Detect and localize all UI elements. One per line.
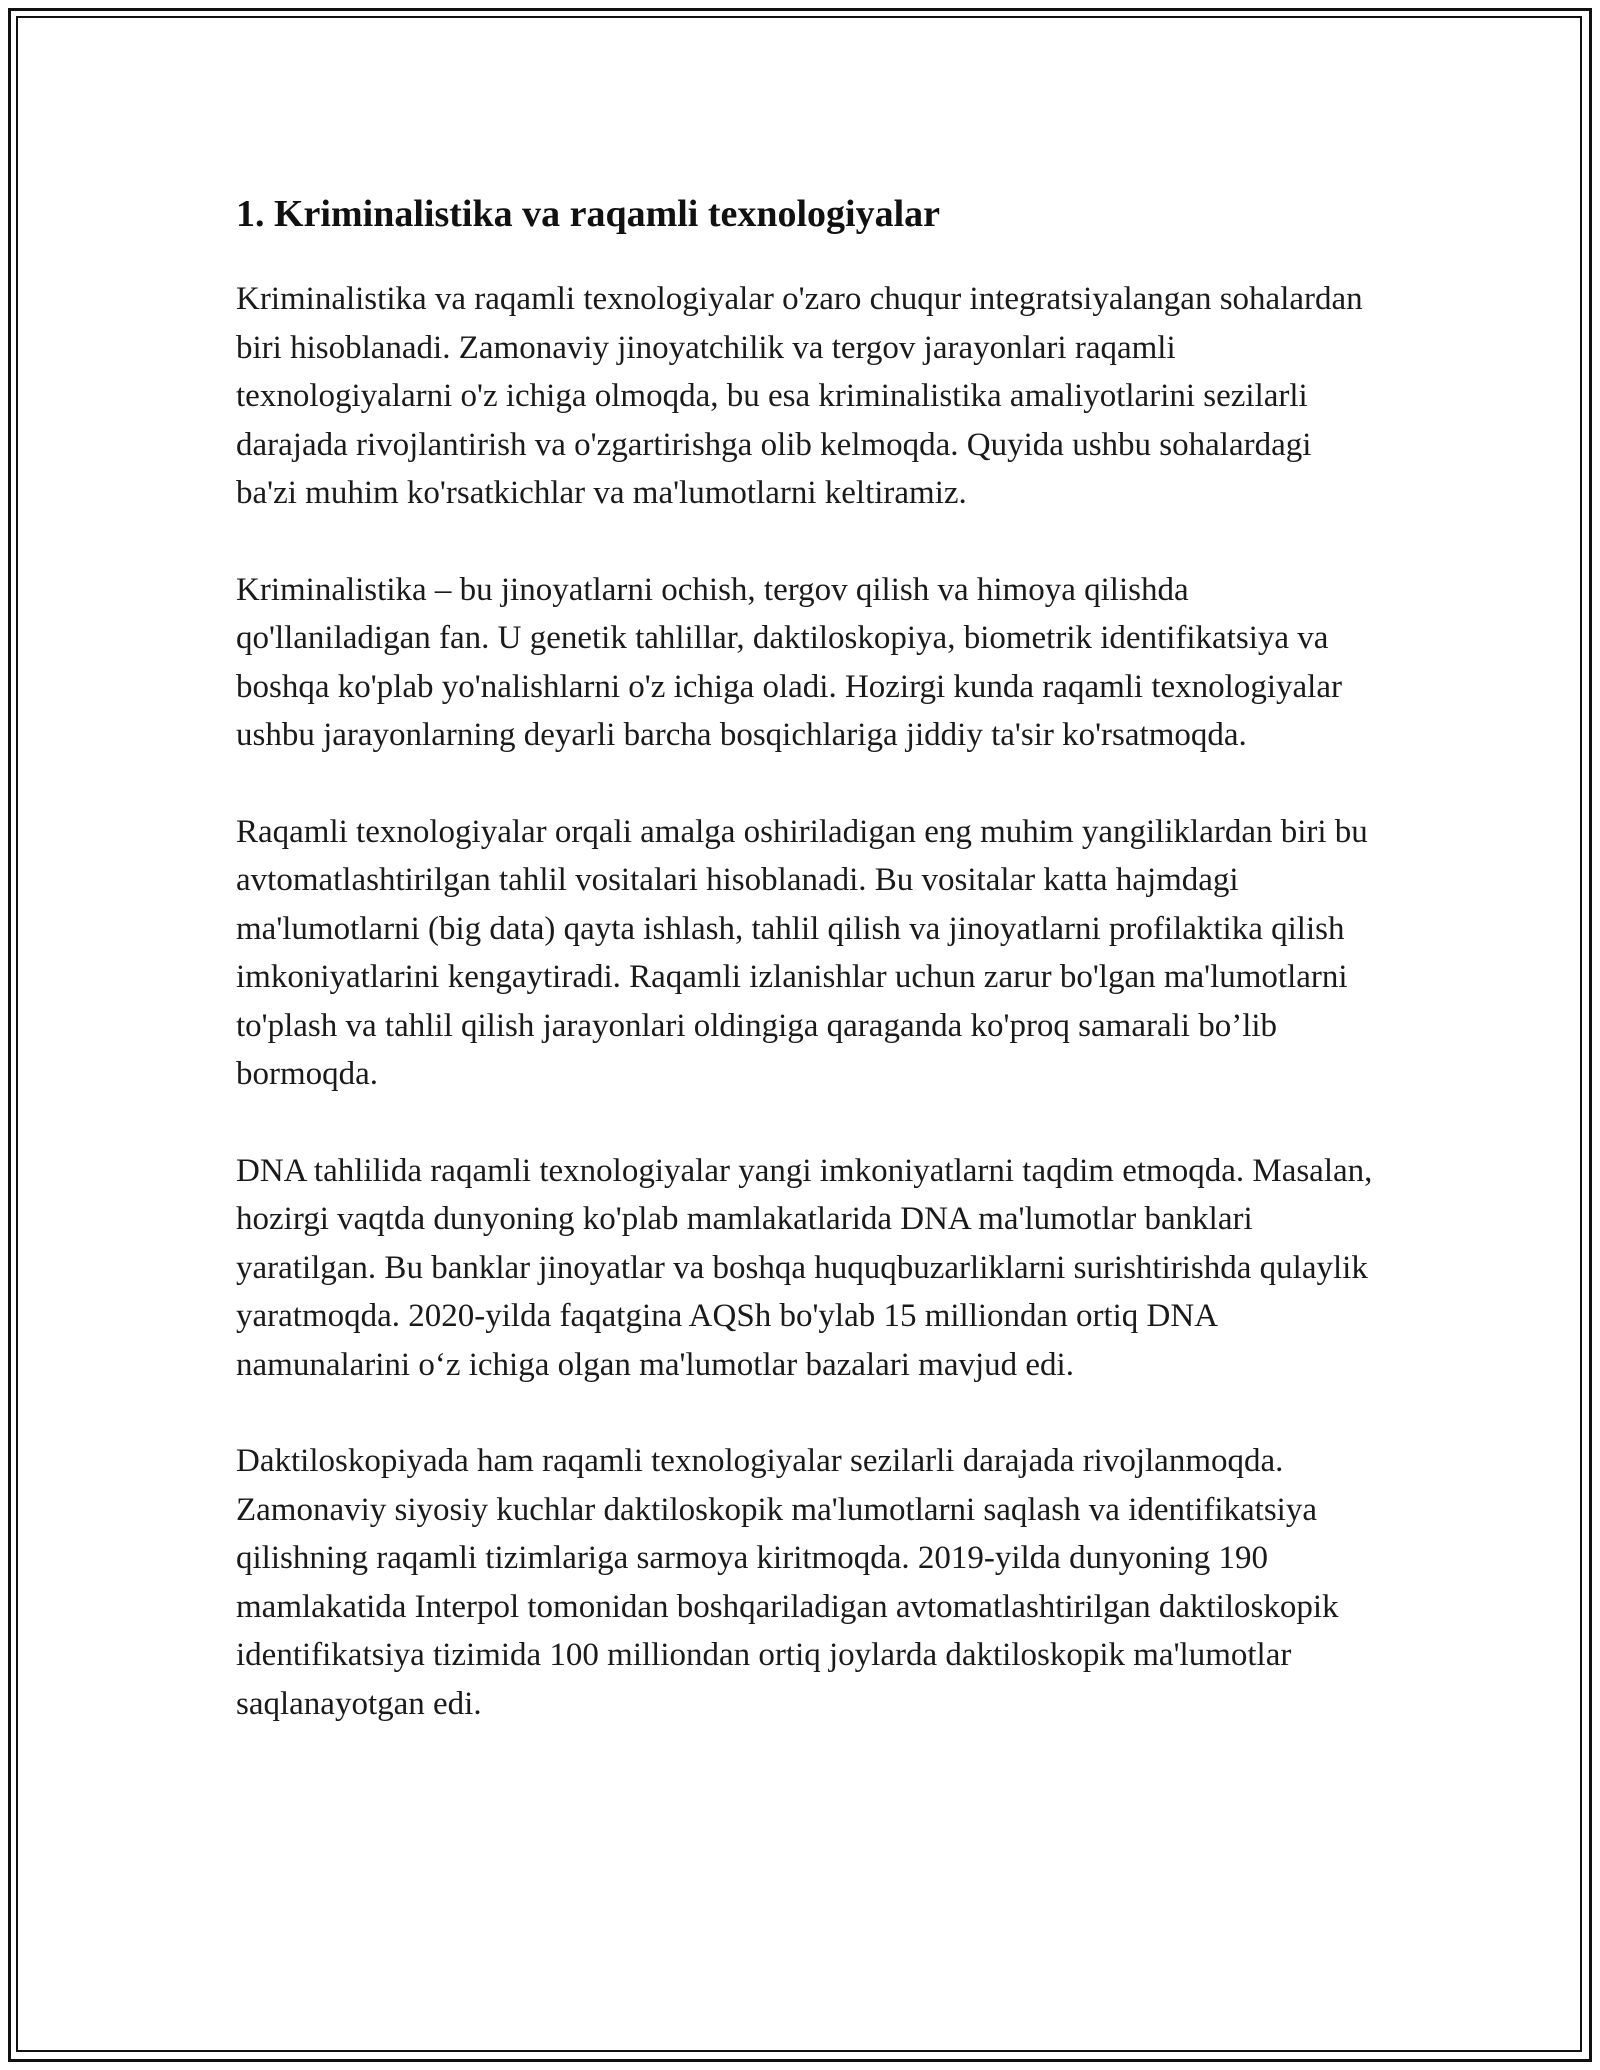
paragraph-dna: DNA tahlilida raqamli texnologiyalar yangi imkoniyatlarni taqdim etmoqda. Masalan, hozirgi vaqtda dunyoning ko'plab mamlakatlarida DNA ma'lumotlar banklari yaratilgan. Bu banklar jinoyatlar va boshqa huquqbuzarliklarni surishtirishda qulaylik yaratmoqda. 2020-yilda faqatgina AQSh bo'ylab 15 milliondan ortiq DNA namunalarini o‘z ichiga olgan ma'lumotlar bazalari mavjud edi. [236, 1152, 1373, 1383]
section-heading: 1. Kriminalistika va raqamli texnologiyalar [236, 193, 941, 235]
paragraph-definition: Kriminalistika – bu jinoyatlarni ochish, tergov qilish va himoya qilishda qo'llaniladigan fan. U genetik tahlillar, daktiloskopiya, biometrik identifikatsiya va boshqa ko'plab yo'nalishlarni o'z ichiga oladi. Hozirgi kunda raqamli texnologiyalar ushbu jarayonlarning deyarli barcha bosqichlariga jiddiy ta'sir ko'rsatmoqda. [236, 571, 1342, 753]
document-body [236, 186, 1376, 1776]
paragraph-intro: Kriminalistika va raqamli texnologiyalar o'zaro chuqur integratsiyalangan sohalardan biri hisoblanadi. Zamonaviy jinoyatchilik va tergov jarayonlari raqamli texnologiyalarni o'z ichiga olmoqda, bu esa kriminalistika amaliyotlarini sezilarli darajada rivojlantirish va o'zgartirishga olib kelmoqda. Quyida ushbu sohalardagi ba'zi muhim ko'rsatkichlar va ma'lumotlarni keltiramiz. [236, 281, 1363, 511]
paragraph-automation: Raqamli texnologiyalar orqali amalga oshiriladigan eng muhim yangiliklardan biri bu avtomatlashtirilgan tahlil vositalari hisoblanadi. Bu vositalar katta hajmdagi ma'lumotlarni (big data) qayta ishlash, tahlil qilish va jinoyatlarni profilaktika qilish imkoniyatlarini kengaytiradi. Raqamli izlanishlar uchun zarur bo'lgan ma'lumotlarni to'plash va tahlil qilish jarayonlari oldingiga qaraganda ko'proq samarali bo’lib bormoqda. [236, 813, 1368, 1092]
paragraph-dactyloscopy: Daktiloskopiyada ham raqamli texnologiyalar sezilarli darajada rivojlanmoqda. Zamonaviy siyosiy kuchlar daktiloskopik ma'lumotlarni saqlash va identifikatsiya qilishning raqamli tizimlariga sarmoya kiritmoqda. 2019-yilda dunyoning 190 mamlakatida Interpol tomonidan boshqariladigan avtomatlashtirilgan daktiloskopik identifikatsiya tizimida 100 milliondan ortiq joylarda daktiloskopik ma'lumotlar saqlanayotgan edi. [236, 1443, 1339, 1722]
